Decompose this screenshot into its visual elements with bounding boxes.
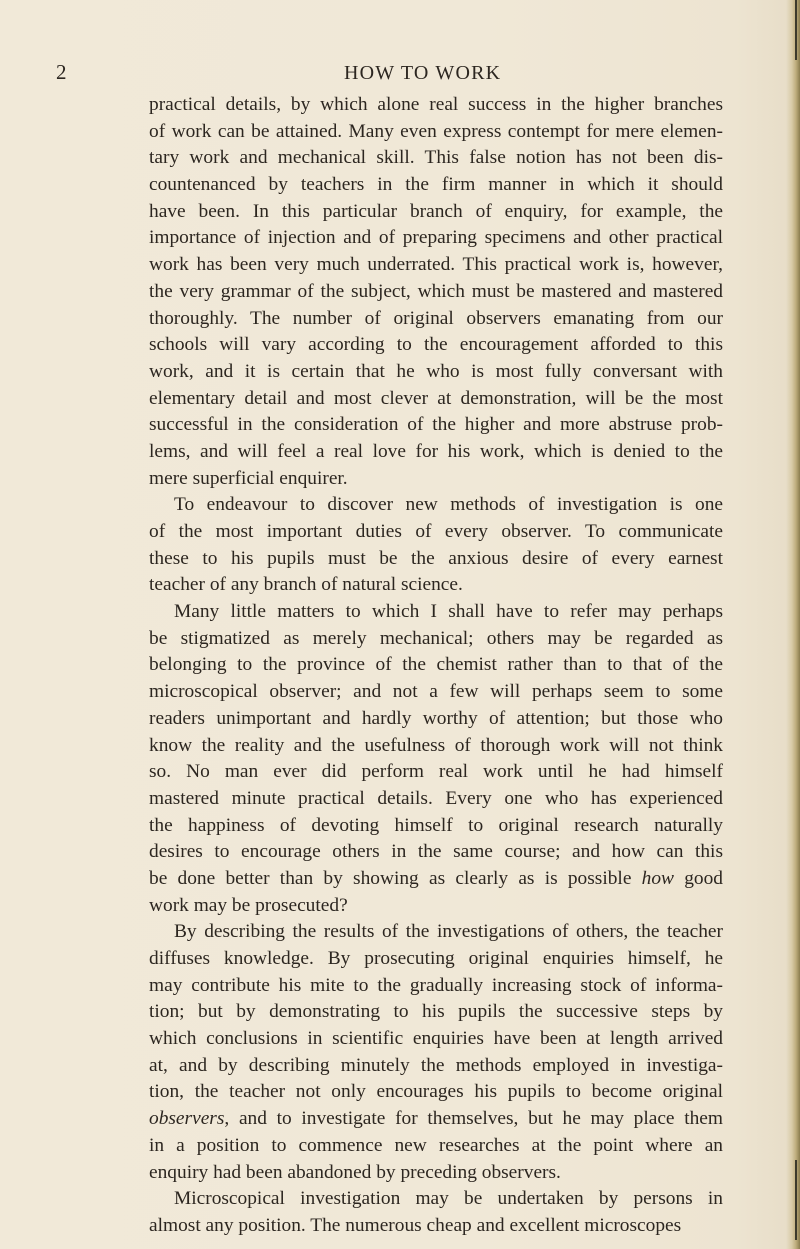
text-line: be done better than by showing as clearly as is possible how good	[149, 867, 723, 889]
text-line: thoroughly. The number of original observers emanating from our	[149, 307, 723, 329]
text-line: diffuses knowledge. By prosecuting original enquiries himself, he	[149, 948, 723, 969]
text-line: elementary detail and most clever at demonstration, will be the most	[149, 387, 723, 409]
text-line: of the most important duties of every observer. To communicate	[149, 521, 723, 542]
text-line: may contribute his mite to the gradually increasing stock of informa-	[149, 974, 723, 996]
text-line: teacher of any branch of natural science.	[149, 574, 463, 596]
text-line: belonging to the province of the chemist rather than to that of the	[149, 654, 723, 676]
text-line: mastered minute practical details. Every one who has experienced	[149, 787, 723, 809]
text-line: know the reality and the usefulness of thorough work will not think	[149, 734, 723, 756]
text-line: importance of injection and of preparing specimens and other practical	[149, 227, 723, 249]
text-line: tary work and mechanical skill. This false notion has not been dis-	[149, 147, 723, 169]
text-line: have been. In this particular branch of enquiry, for example, the	[149, 200, 723, 222]
paragraph	[149, 919, 723, 1186]
text-line: so. No man ever did perform real work until he had himself	[149, 761, 723, 783]
text-line: tion, the teacher not only encourages his pupils to become original	[149, 1081, 723, 1103]
text-line: desires to encourage others in the same course; and how can this	[149, 841, 723, 863]
page-header	[0, 60, 800, 90]
text-line: work may be prosecuted?	[149, 894, 348, 916]
paragraph	[149, 92, 723, 492]
text-line: the very grammar of the subject, which must be mastered and mastered	[149, 280, 723, 302]
binding-edge-line	[795, 0, 797, 60]
text-line: work, and it is certain that he who is most fully conversant with	[149, 360, 723, 382]
paragraph	[149, 1186, 723, 1239]
text-line: Many little matters to which I shall have to refer may perhaps	[174, 601, 723, 623]
binding-edge-line	[795, 1160, 797, 1240]
text-line: observers, and to investigate for themselves, but he may place them	[149, 1108, 723, 1130]
text-line: be stigmatized as merely mechanical; others may be regarded as	[149, 627, 723, 649]
text-line: lems, and will feel a real love for his work, which is denied to the	[149, 440, 723, 462]
text-line: in a position to commence new researches at the point where an	[149, 1134, 723, 1156]
text-line: Microscopical investigation may be undertaken by persons in	[174, 1188, 723, 1210]
text-line: readers unimportant and hardly worthy of attention; but those who	[149, 707, 723, 729]
running-head: HOW TO WORK	[344, 62, 502, 84]
text-line: these to his pupils must be the anxious desire of every earnest	[149, 547, 723, 569]
text-line: almost any position. The numerous cheap and excellent microscopes	[149, 1214, 682, 1236]
text-line: of work can be attained. Many even express contempt for mere elemen-	[149, 120, 723, 142]
page-edge-shadow	[786, 0, 800, 1249]
text-line: countenanced by teachers in the firm manner in which it should	[149, 174, 723, 196]
text-line: By describing the results of the investigations of others, the teacher	[174, 921, 723, 943]
text-line: mere superficial enquirer.	[149, 467, 348, 489]
text-line: at, and by describing minutely the methods employed in investiga-	[149, 1054, 723, 1076]
text-line: work has been very much underrated. This practical work is, however,	[149, 254, 723, 276]
paragraph	[149, 492, 723, 599]
body-text	[149, 92, 723, 1240]
page-number: 2	[56, 60, 67, 84]
text-line: To endeavour to discover new methods of investigation is one	[174, 494, 723, 516]
text-line: microscopical observer; and not a few will perhaps seem to some	[149, 681, 723, 703]
emphasis: observers	[149, 1108, 225, 1130]
text-line: enquiry had been abandoned by preceding observers.	[149, 1161, 561, 1183]
text-line: which conclusions in scientific enquiries have been at length arrived	[149, 1028, 723, 1050]
text-line: the happiness of devoting himself to original research naturally	[149, 814, 723, 836]
text-line: schools will vary according to the encouragement afforded to this	[149, 334, 723, 356]
text-line: successful in the consideration of the higher and more abstruse prob-	[149, 414, 723, 436]
text-line: practical details, by which alone real success in the higher branches	[149, 94, 723, 115]
paragraph	[149, 599, 723, 919]
text-line: tion; but by demonstrating to his pupils the successive steps by	[149, 1001, 723, 1023]
emphasis: how	[641, 867, 674, 889]
